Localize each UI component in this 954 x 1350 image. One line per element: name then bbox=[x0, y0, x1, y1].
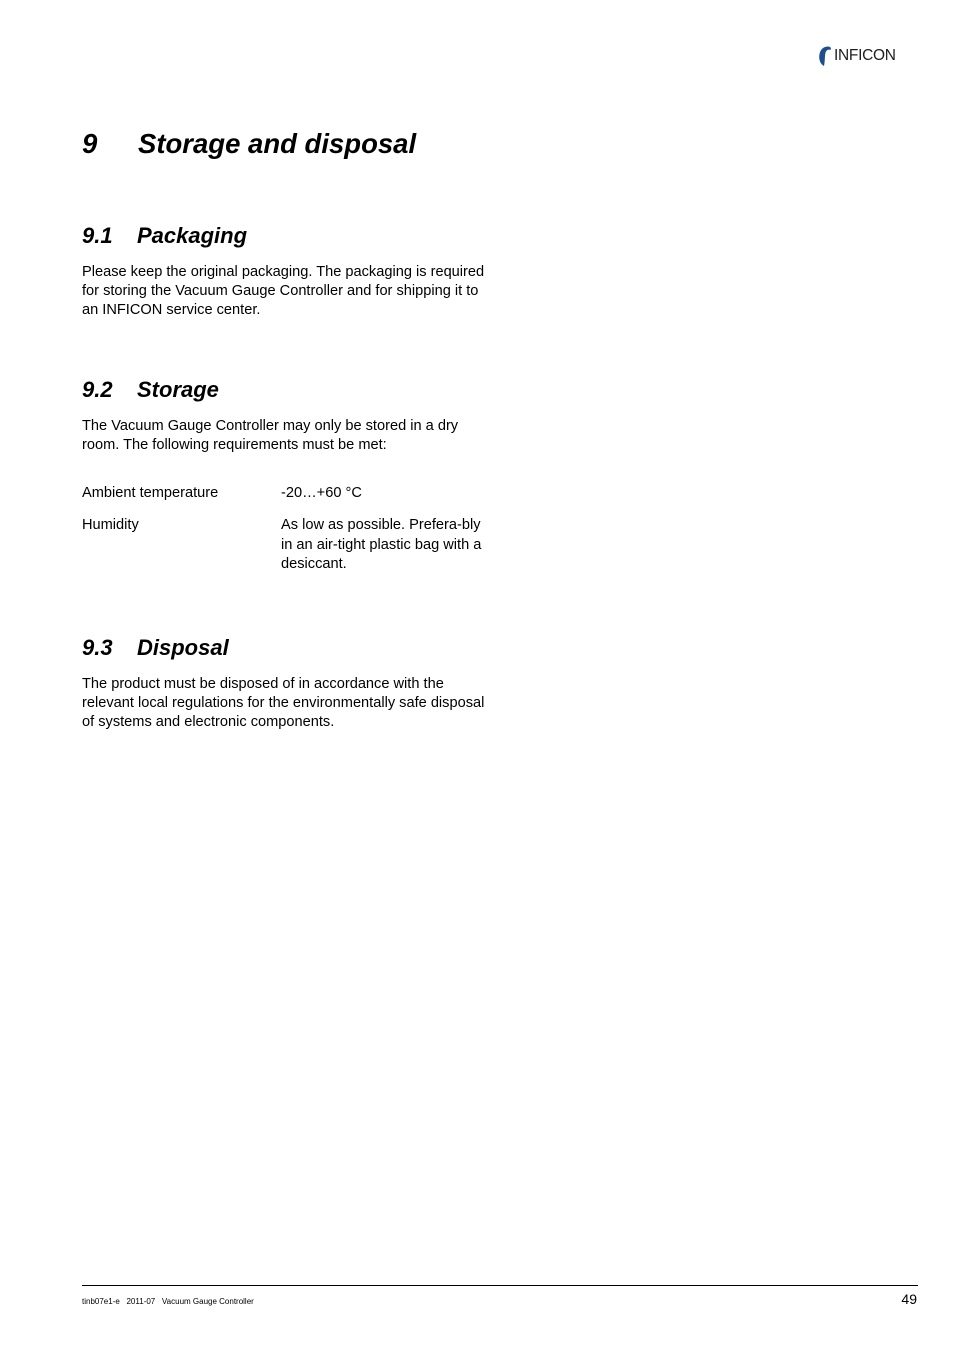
disposal-paragraph: The product must be disposed of in accordance with the relevant local regulations for the environmentally safe disposal of systems and electronic components. bbox=[82, 676, 485, 731]
footer-meta bbox=[82, 1297, 254, 1307]
section-heading-packaging bbox=[82, 222, 247, 250]
section-heading-disposal bbox=[82, 634, 229, 662]
section-title: Packaging bbox=[137, 223, 248, 248]
page-number: 49 bbox=[901, 1291, 917, 1307]
requirement-row-temperature bbox=[82, 484, 502, 506]
section-title: Disposal bbox=[137, 635, 229, 660]
inficon-swoosh-icon bbox=[818, 45, 832, 67]
doc-id: tinb07e1-e bbox=[82, 1297, 120, 1306]
chapter-title: Storage and disposal bbox=[138, 128, 417, 159]
requirement-row-humidity bbox=[82, 516, 502, 578]
chapter-number: 9 bbox=[82, 128, 98, 159]
storage-paragraph: The Vacuum Gauge Controller may only be stored in a dry room. The following requirements must be met: bbox=[82, 418, 459, 454]
packaging-paragraph: Please keep the original packaging. The packaging is required for storing the Vacuum Gauge Controller and for shipping it to an INFICON service center. bbox=[82, 264, 485, 319]
product-name: Vacuum Gauge Controller bbox=[161, 1297, 254, 1306]
inficon-logo bbox=[818, 44, 920, 68]
chapter-heading bbox=[82, 126, 416, 162]
requirement-label: Humidity bbox=[82, 517, 139, 533]
section-title: Storage bbox=[137, 377, 219, 402]
requirement-label: Ambient temperature bbox=[82, 485, 219, 501]
section-number: 9.3 bbox=[82, 635, 113, 660]
section-number: 9.1 bbox=[82, 223, 113, 248]
section-number: 9.2 bbox=[82, 377, 113, 402]
logo-wordmark: INFICON bbox=[834, 47, 896, 65]
requirement-value: -20…+60 °C bbox=[281, 485, 362, 501]
footer-rule bbox=[82, 1285, 918, 1286]
section-heading-storage bbox=[82, 376, 219, 404]
doc-date: 2011-07 bbox=[126, 1297, 156, 1306]
requirement-value: As low as possible. Prefera-bly in an air-tight plastic bag with a desiccant. bbox=[281, 517, 482, 573]
